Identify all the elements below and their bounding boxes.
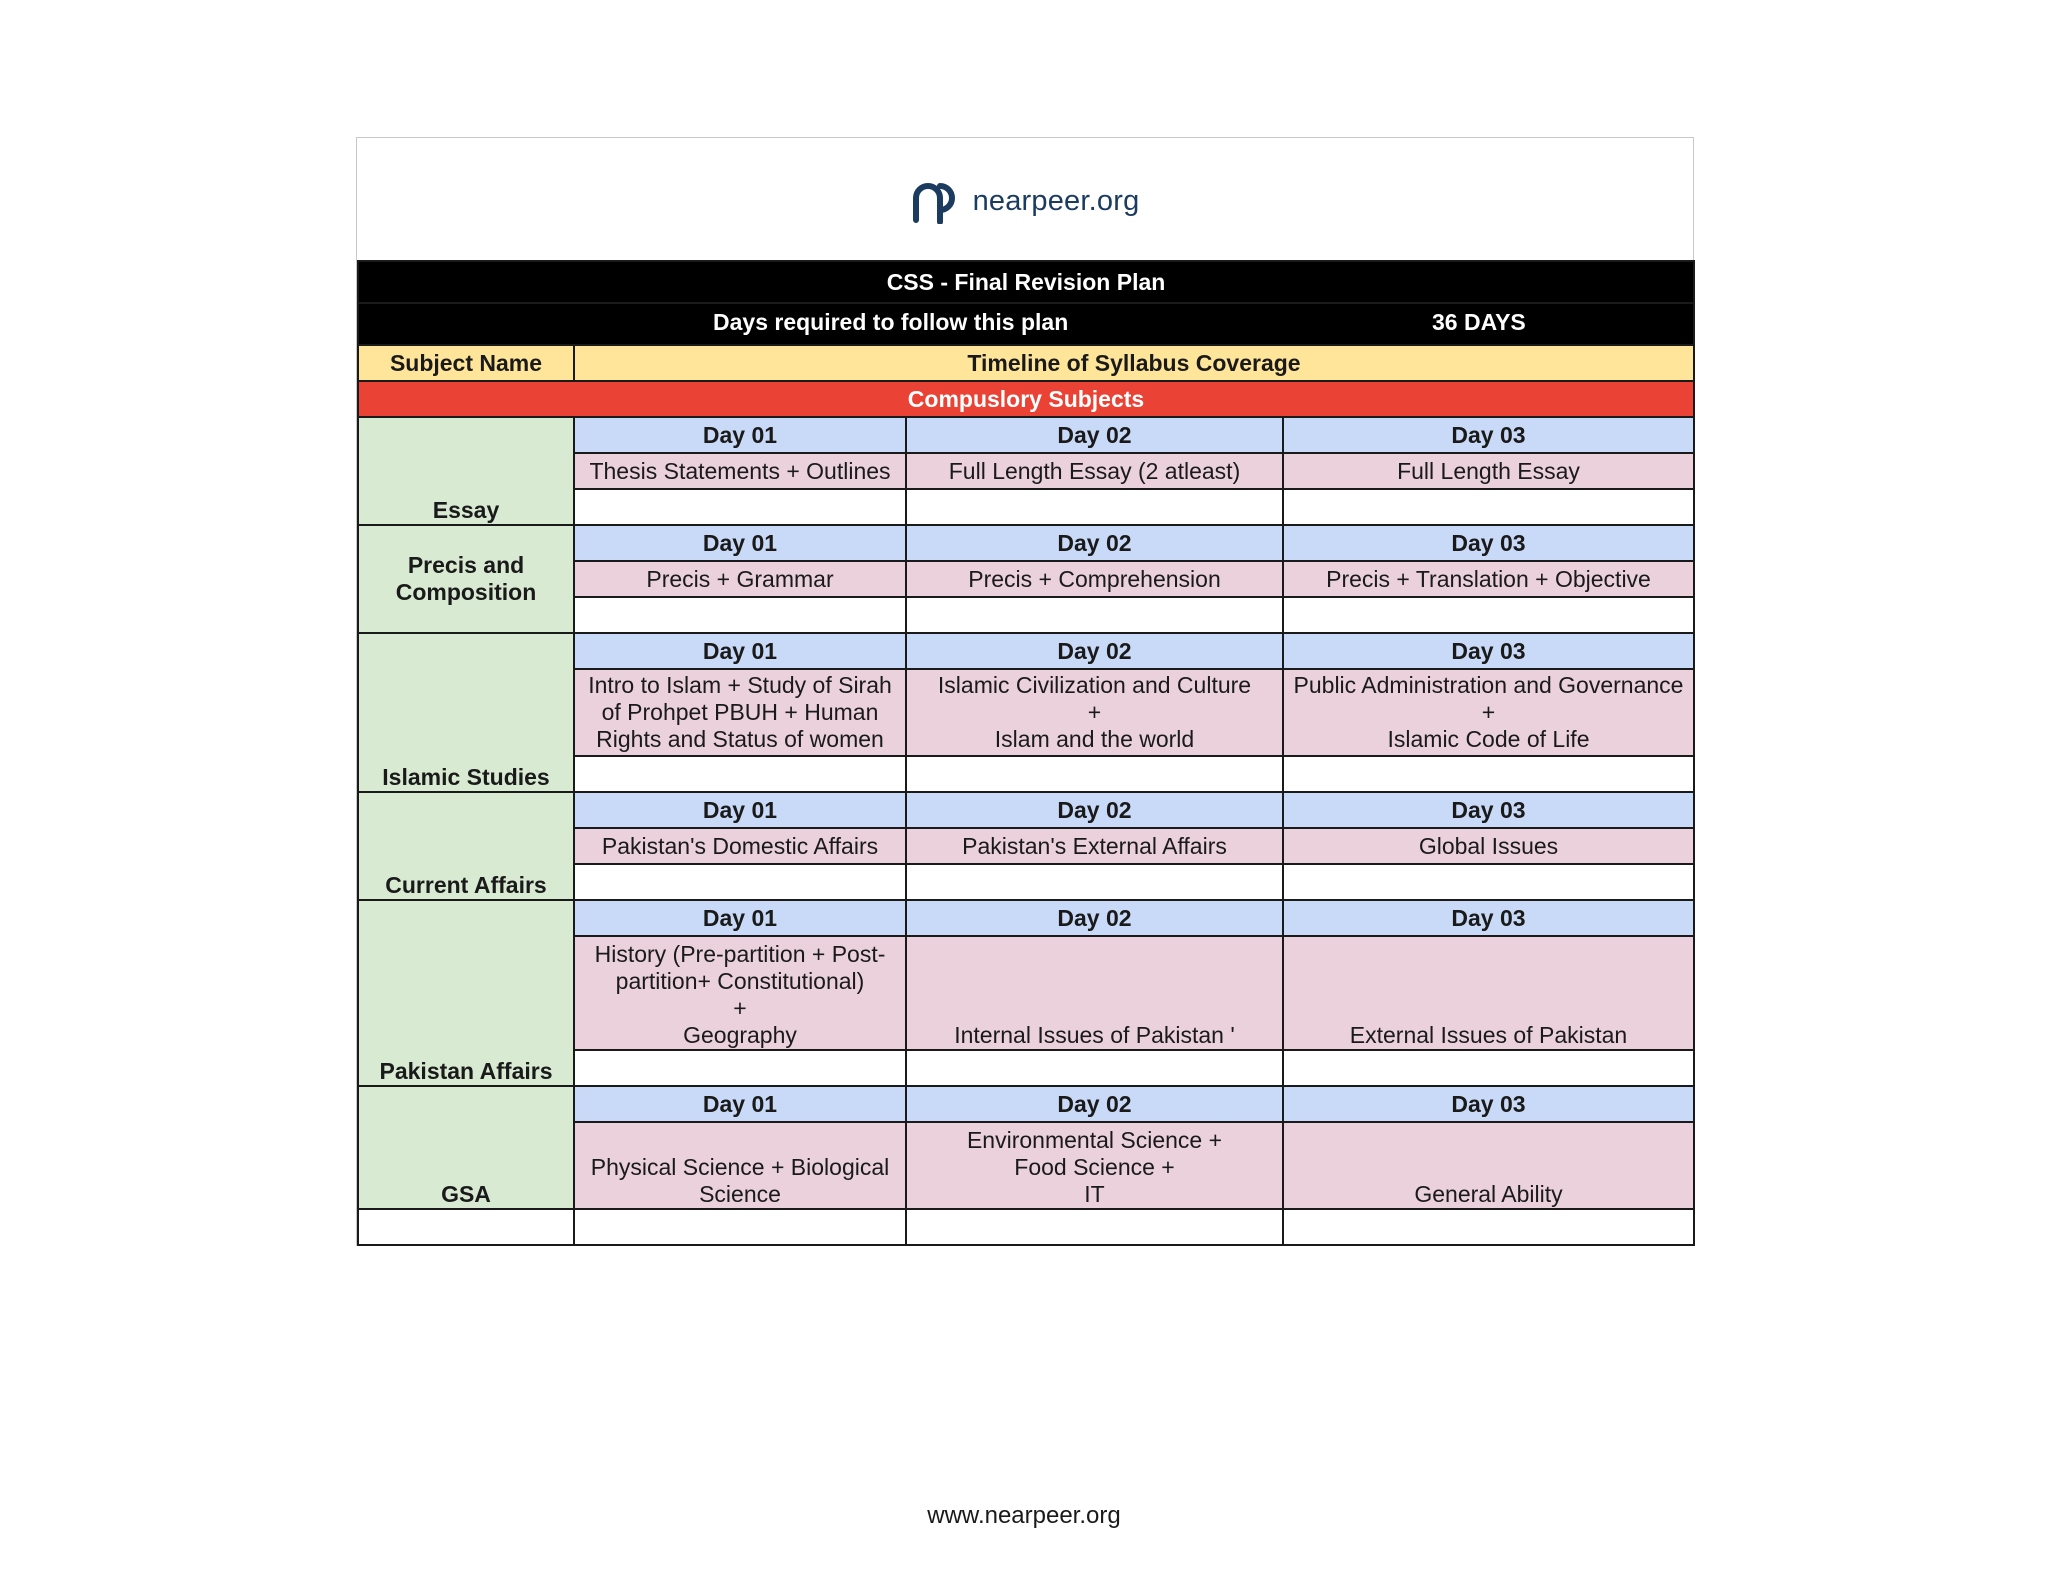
day-label: Day 02 (906, 792, 1283, 828)
empty-cell (1283, 1050, 1694, 1086)
empty-cell (1283, 597, 1694, 633)
topic-cell: Full Length Essay (2 atleast) (906, 453, 1283, 489)
days-required-label: Days required to follow this plan (713, 309, 1069, 335)
footer-url: www.nearpeer.org (927, 1502, 1121, 1529)
topic-cell: Global Issues (1283, 828, 1694, 864)
days-required-cell (358, 303, 1694, 345)
empty-cell (574, 489, 906, 525)
banner-days-row (358, 303, 1694, 345)
empty-cell (574, 756, 906, 792)
topic-cell: History (Pre-partition + Post-partition+ Constitutional) + Geography (574, 936, 906, 1050)
subject-current-affairs: Current Affairs (358, 792, 574, 900)
empty-cell (906, 864, 1283, 900)
day-label: Day 01 (574, 900, 906, 936)
section-row (358, 381, 1694, 417)
empty-cell (574, 1209, 906, 1245)
day-label: Day 02 (906, 1086, 1283, 1122)
timeline-header: Timeline of Syllabus Coverage (574, 345, 1694, 381)
empty-cell (906, 1209, 1283, 1245)
topic-cell: Environmental Science + Food Science + IT (906, 1122, 1283, 1209)
topic-cell: Precis + Translation + Objective (1283, 561, 1694, 597)
precis-day-row (358, 525, 1694, 561)
empty-cell (574, 597, 906, 633)
day-label: Day 02 (906, 900, 1283, 936)
topic-cell: General Ability (1283, 1122, 1694, 1209)
empty-cell (906, 1050, 1283, 1086)
islamic-day-row (358, 633, 1694, 669)
subject-islamic-studies: Islamic Studies (358, 633, 574, 792)
topic-cell: Pakistan's External Affairs (906, 828, 1283, 864)
subject-pakistan-affairs: Pakistan Affairs (358, 900, 574, 1086)
topic-cell: Precis + Comprehension (906, 561, 1283, 597)
revision-plan-sheet (356, 137, 1694, 1246)
empty-cell (1283, 489, 1694, 525)
day-label: Day 03 (1283, 633, 1694, 669)
plan-title: CSS - Final Revision Plan (358, 261, 1694, 303)
subject-essay: Essay (358, 417, 574, 525)
days-required-value: 36 DAYS (1432, 309, 1526, 335)
day-label: Day 01 (574, 417, 906, 453)
topic-cell: Thesis Statements + Outlines (574, 453, 906, 489)
section-label: Compuslory Subjects (358, 381, 1694, 417)
day-label: Day 03 (1283, 525, 1694, 561)
empty-cell (906, 756, 1283, 792)
day-label: Day 01 (574, 1086, 906, 1122)
topic-cell: External Issues of Pakistan (1283, 936, 1694, 1050)
empty-cell (1283, 756, 1694, 792)
day-label: Day 02 (906, 417, 1283, 453)
column-header-row (358, 345, 1694, 381)
gsa-day-row (358, 1086, 1694, 1122)
day-label: Day 01 (574, 792, 906, 828)
topic-cell: Pakistan's Domestic Affairs (574, 828, 906, 864)
subject-gsa: GSA (358, 1086, 574, 1209)
topic-cell: Precis + Grammar (574, 561, 906, 597)
essay-day-row (358, 417, 1694, 453)
empty-cell (1283, 1209, 1694, 1245)
topic-cell: Public Administration and Governance + Islamic Code of Life (1283, 669, 1694, 756)
day-label: Day 03 (1283, 792, 1694, 828)
day-label: Day 02 (906, 633, 1283, 669)
nearpeer-logo-icon (911, 178, 965, 224)
topic-cell: Islamic Civilization and Culture + Islam and the world (906, 669, 1283, 756)
day-label: Day 02 (906, 525, 1283, 561)
banner-title-row (358, 261, 1694, 303)
subject-precis-composition: Precis and Composition (358, 525, 574, 633)
topic-cell: Full Length Essay (1283, 453, 1694, 489)
empty-cell (906, 597, 1283, 633)
pakistan-affairs-day-row (358, 900, 1694, 936)
empty-cell (1283, 864, 1694, 900)
empty-cell (574, 864, 906, 900)
logo-text: nearpeer.org (972, 184, 1140, 217)
revision-plan-table (357, 260, 1695, 1246)
final-blank-row (358, 1209, 1694, 1245)
day-label: Day 03 (1283, 900, 1694, 936)
empty-cell (906, 489, 1283, 525)
topic-cell: Internal Issues of Pakistan ' (906, 936, 1283, 1050)
day-label: Day 01 (574, 525, 906, 561)
current-affairs-day-row (358, 792, 1694, 828)
empty-cell (574, 1050, 906, 1086)
topic-cell: Intro to Islam + Study of Sirah of Prohpet PBUH + Human Rights and Status of women (574, 669, 906, 756)
nearpeer-logo (911, 178, 1140, 224)
day-label: Day 03 (1283, 1086, 1694, 1122)
day-label: Day 01 (574, 633, 906, 669)
empty-cell (358, 1209, 574, 1245)
day-label: Day 03 (1283, 417, 1694, 453)
logo-header (357, 138, 1693, 260)
topic-cell: Physical Science + Biological Science (574, 1122, 906, 1209)
subject-name-header: Subject Name (358, 345, 574, 381)
